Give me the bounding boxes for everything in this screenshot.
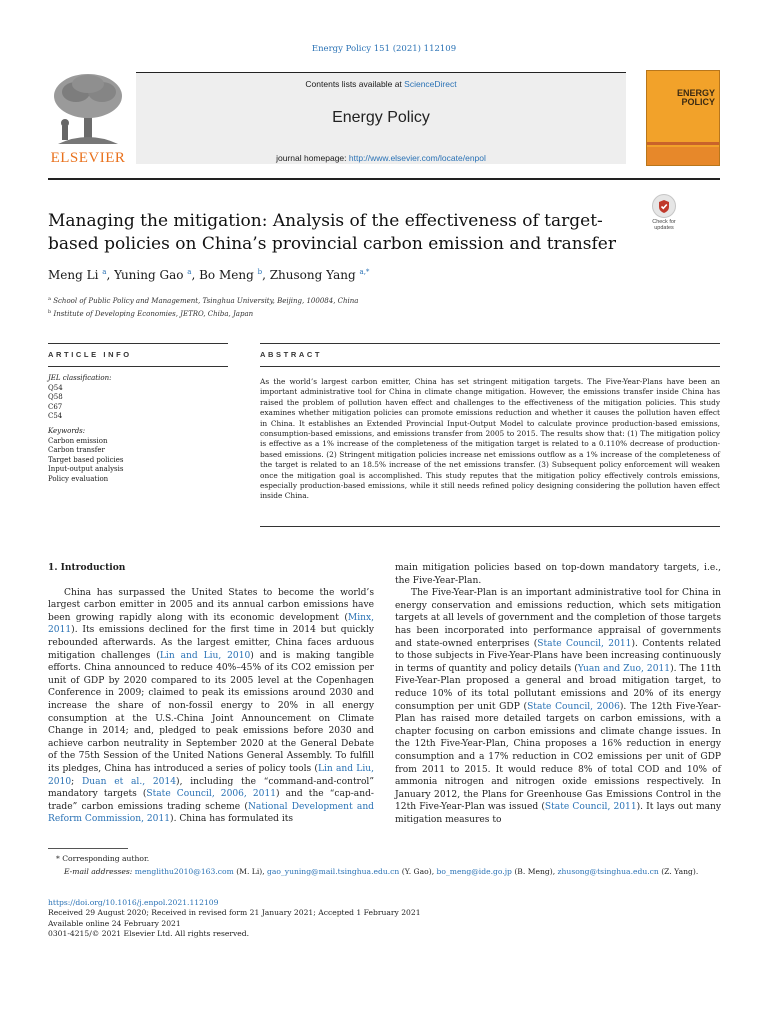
jel-code: Q54 [48, 383, 63, 392]
sciencedirect-link[interactable]: ScienceDirect [404, 79, 457, 89]
contents-prefix: Contents lists available at [305, 79, 405, 89]
author-affiliation-mark[interactable]: a,* [359, 268, 370, 276]
citation-link[interactable]: State Council, 2011 [537, 638, 632, 649]
paragraph-text: ). China has formulated its [170, 814, 294, 825]
abstract-label: ABSTRACT [260, 350, 323, 359]
citation-link[interactable]: Yuan and Zuo, 2011 [577, 663, 671, 674]
jel-code: Q58 [48, 393, 63, 402]
email-owner: (Y. Gao) [401, 867, 432, 876]
header-band [136, 72, 626, 164]
header-divider [48, 178, 720, 180]
author-name[interactable]: Bo Meng [199, 268, 254, 282]
article-title: Managing the mitigation: Analysis of the effectiveness of target-based policies on China’s provincial carbon emission and transfer [48, 211, 616, 254]
footnote-rule [48, 848, 128, 849]
keyword: Policy evaluation [48, 474, 109, 483]
author-affiliation-mark[interactable]: b [257, 268, 263, 276]
article-info-block [48, 374, 228, 485]
copyright-line: 0301-4215/© 2021 Elsevier Ltd. All rights reserved. [48, 928, 250, 938]
affiliation-text: Institute of Developing Economies, JETRO, Chiba, Japan [53, 310, 254, 318]
paragraph-text: ; [71, 776, 82, 787]
email-link[interactable]: menglithu2010@163.com [134, 867, 234, 876]
body-column-right [395, 562, 721, 826]
check-updates-label [650, 219, 678, 231]
keywords-heading: Keywords: [48, 426, 86, 435]
email-owner: (M. Li) [236, 867, 263, 876]
paragraph-text: ) and is making tangible efforts. China announced to reduce 40%–45% of its CO2 emission per unit of GDP by 2020 compared to its 2005 level at the Copenhagen Conference in 2009; claimed to peak its emissions around 2030 and increase the share of non-fossil energy to 20% in all energy consumption at the U.S.-China Joint Announcement on Climate Change in 2014; and, pledged to peak emissions before 2030 and achieve carbon neutrality in September 2020 at the General Debate of the 75th Session of the United Nations General Assembly. To fulfill its pledges, China has introduced a series of policy tools ( [48, 650, 375, 774]
check-label-line-2: updates [654, 225, 674, 231]
body-paragraph [395, 587, 721, 826]
citation-link[interactable]: Duan et al., 2014 [82, 776, 177, 787]
article-footer [48, 898, 720, 939]
jel-code: C67 [48, 402, 63, 411]
footnotes [48, 852, 720, 878]
paragraph-text: China has surpassed the United States to become the world’s largest carbon emitter in 2005 and its annual carbon emissions have been growing rapidly along with its economic development ( [48, 587, 374, 623]
abstract-rule [260, 366, 720, 367]
email-owner: (B. Meng) [514, 867, 553, 876]
email-label: E-mail addresses: [64, 867, 133, 876]
homepage-link[interactable]: http://www.elsevier.com/locate/enpol [348, 153, 486, 163]
abstract-text: As the world’s largest carbon emitter, China has set stringent mitigation targets. The Five-Year-Plans have been an important administrative tool for China in climate change mitigation. However, the emissions transfer inside China has raised the problem of pollution haven effect and challenges to the effectiveness of the mitigation policies. This study examines whether mitigation policies can promote emissions reduction and whether it causes the pollution haven effect in China. It establishes an Extended Provincial Input-Output Model to calculate province production-based emissions, consumption-based emissions, and emissions transfer from 2005 to 2015. The results show that: (1) The mitigation policy is effective as a 1% increase of the completeness of the mitigation target is related to a 0.110% decrease of production-based emissions. (2) Stringent mitigation policies increase net emissions outflow as a 1% increase of the completeness of the target is related to an 18.5% increase of the net emissions transfer. (3) Subsequent policy enforcement will weaken once the mitigation goal is accomplished. This study reputes that the mitigation policy effectively controls emissions, especially production-based emissions, while it still needs refined policy designing considering the pollution haven effect inside China. [260, 377, 720, 501]
citation-link[interactable]: National Development and Reform Commission, 2011 [48, 801, 374, 825]
email-line: E-mail addresses: menglithu2010@163.com (M. Li), gao_yuning@mail.tsinghua.edu.cn (Y. Gao), bo_meng@ide.go.jp (B. Meng), zhusong@tsinghua.edu.cn (Z. Yang). [64, 867, 699, 876]
journal-cover-image[interactable] [646, 70, 720, 166]
affiliation-line [48, 307, 358, 320]
elsevier-wordmark: ELSEVIER [50, 150, 126, 166]
elsevier-tree-logo [48, 70, 128, 166]
author-name[interactable]: Meng Li [48, 268, 99, 282]
citation-link[interactable]: State Council, 2006 [527, 701, 620, 712]
corresponding-author-note: * Corresponding author. [56, 854, 150, 863]
check-label-line-1: Check for [652, 219, 676, 225]
author-name[interactable]: Yuning Gao [114, 268, 184, 282]
cover-base [647, 147, 719, 165]
author-name[interactable]: Zhusong Yang [269, 268, 356, 282]
homepage-prefix: journal homepage: [276, 153, 349, 163]
body-column-left [48, 562, 374, 826]
email-link[interactable]: bo_meng@ide.go.jp [436, 867, 512, 876]
doi-link[interactable]: https://doi.org/10.1016/j.enpol.2021.112109 [48, 898, 219, 907]
article-info-label: ARTICLE INFO [48, 350, 132, 359]
citation-link[interactable]: State Council, 2006, 2011 [146, 789, 277, 800]
cover-title-line-2: POLICY [681, 97, 715, 107]
paragraph-text: ). The 11th Five-Year-Plan proposed a general and broad mitigation target, to reduce 10% of its total pollutant emissions and 20% of its energy consumption per unit GDP ( [395, 663, 722, 712]
check-updates-icon [652, 194, 676, 218]
abstract-bottom-rule [260, 526, 720, 527]
paragraph-text: ). The 12th Five-Year-Plan has raised more detailed targets on carbon emissions, with a chapter focusing on carbon emissions and climate change issues. In the 12th Five-Year-Plan, China proposes a 16% reduction in energy consumption and a 17% reduction in CO2 emissions per unit of GDP from 2011 to 2015. It would reduce 8% of total COD and 10% of ammonia nitrogen and nitrogen oxide emissions respectively. In January 2012, the Plans for Greenhouse Gas Emissions Control in the 12th Five-Year-Plan was issued ( [395, 701, 721, 813]
journal-header [48, 70, 720, 168]
affiliation-mark: a [48, 296, 51, 302]
author-affiliation-mark[interactable]: a [102, 268, 107, 276]
received-dates: Received 29 August 2020; Received in revised form 21 January 2021; Accepted 1 February 2021 [48, 908, 421, 918]
keyword: Carbon transfer [48, 446, 105, 455]
email-owner: (Z. Yang). [661, 867, 699, 876]
author-affiliation-mark[interactable]: a [187, 268, 192, 276]
citation-link[interactable]: State Council, 2011 [544, 802, 637, 813]
paragraph-text: The Five-Year-Plan is an important administrative tool for China in energy conservation and emissions reduction, which sets mitigation targets at all levels of government and the completion of those targets has been incorporated into performance appraisal of governments and state-owned enterprises ( [395, 588, 721, 649]
cover-stripe [647, 142, 719, 145]
citation-link[interactable]: Lin and Liu, 2010 [159, 650, 251, 661]
article-info-top-rule [48, 343, 228, 344]
affiliation-text: School of Public Policy and Management, Tsinghua University, Beijing, 100084, China [53, 297, 359, 305]
jel-heading: JEL classification: [48, 374, 112, 382]
article-info-rule [48, 366, 228, 367]
paragraph-text: ), including the “command-and-control” mandatory targets ( [48, 776, 374, 800]
citation-link[interactable]: Lin and Liu, 2010 [48, 763, 374, 787]
paragraph-text: ). Contents related to those subjects in Five-Year-Plans have been increasing continuously in terms of quantity and policy details ( [395, 638, 722, 674]
email-link[interactable]: zhusong@tsinghua.edu.cn [557, 867, 659, 876]
affiliations [48, 294, 358, 320]
cover-title [653, 89, 715, 107]
email-link[interactable]: gao_yuning@mail.tsinghua.edu.cn [267, 867, 400, 876]
body-paragraph: main mitigation policies based on top-down mandatory targets, i.e., the Five-Year-Plan. [395, 563, 721, 586]
citation-link[interactable]: Minx, 2011 [48, 612, 374, 636]
paragraph-text: ). Its emissions declined for the first time in 2014 but quickly rebounded afterwards. As the largest emitter, China faces arduous mitigation challenges ( [48, 625, 374, 661]
affiliation-line [48, 294, 358, 307]
paragraph-text: ) and the “cap-and-trade” carbon emissions trading scheme ( [48, 789, 374, 812]
affiliation-mark: b [48, 309, 52, 315]
homepage-line [136, 153, 626, 163]
section-heading: 1. Introduction [48, 562, 126, 573]
keyword: Input-output analysis [48, 465, 124, 474]
journal-citation-link[interactable]: Energy Policy 151 (2021) 112109 [311, 44, 457, 54]
jel-code: C54 [48, 412, 63, 421]
author-list: Meng Li $^a$, Yuning Gao $^a$, Bo Meng $^b$, Zhusong Yang $^{a,*}$ [48, 268, 370, 282]
keyword: Carbon emission [48, 436, 108, 445]
keyword: Target based policies [48, 455, 124, 464]
paragraph-text: ). It lays out many mitigation measures to [395, 802, 721, 825]
body-paragraph [48, 587, 374, 826]
cover-title-line-1: ENERGY [676, 88, 715, 98]
journal-name: Energy Policy [332, 109, 430, 126]
check-for-updates-button[interactable] [650, 194, 678, 232]
contents-line [136, 79, 626, 89]
available-online: Available online 24 February 2021 [48, 918, 181, 928]
abstract-top-rule [260, 343, 720, 344]
